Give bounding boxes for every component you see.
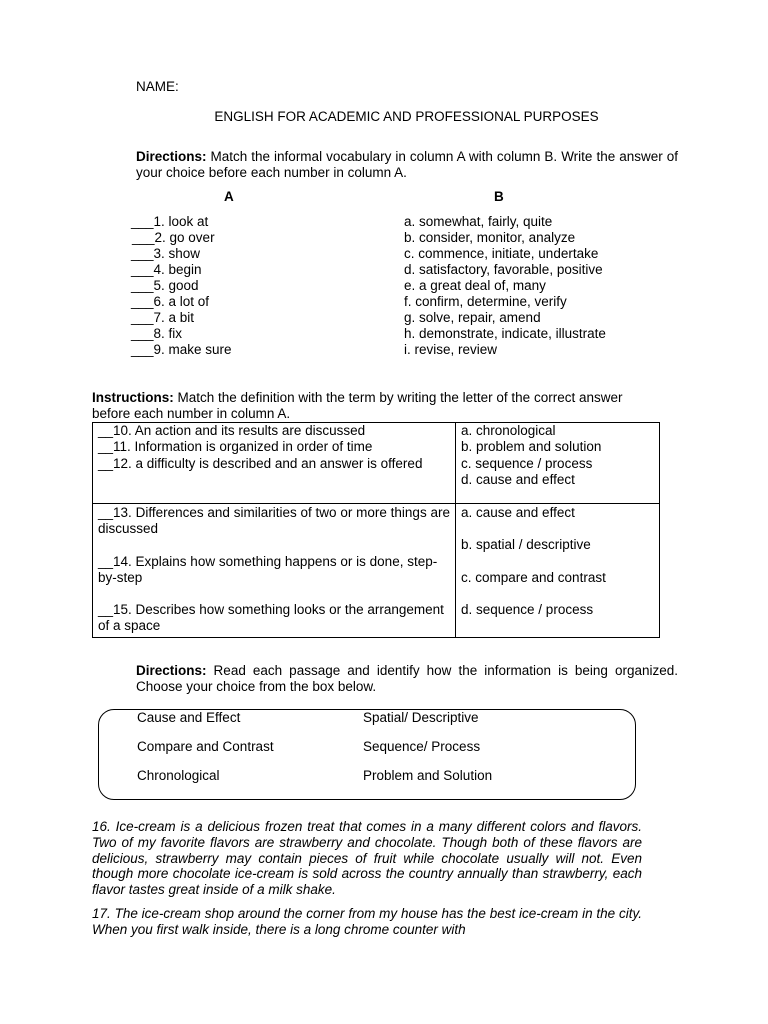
choices-box	[98, 709, 636, 800]
definition-item: __10. An action and its results are discussed	[98, 423, 366, 438]
column-b-header: B	[494, 189, 504, 204]
name-label: NAME:	[136, 79, 179, 94]
column-a-item: ___5. good	[131, 278, 199, 293]
table-row	[93, 504, 660, 638]
directions-3-label: Directions:	[136, 663, 207, 678]
column-b-item: e. a great deal of, many	[404, 278, 546, 293]
instructions-2-label: Instructions:	[92, 390, 174, 405]
column-a-item: ___3. show	[131, 246, 201, 261]
column-b-item: h. demonstrate, indicate, illustrate	[404, 326, 606, 341]
definition-item: __13. Differences and similarities of two or more things are discussed	[98, 505, 450, 537]
column-b-item: i. revise, review	[404, 342, 498, 357]
column-a-item: ___7. a bit	[131, 310, 195, 325]
choice-item: Cause and Effect	[137, 710, 241, 725]
term-item: b. problem and solution	[461, 439, 602, 455]
directions-1-text: Match the informal vocabulary in column A with column B. Write the answer of your choice before each number in column A.	[136, 149, 678, 180]
definition-item: __15. Describes how something looks or the arrangement of a space	[98, 602, 444, 634]
column-a-item: ___4. begin	[131, 262, 202, 277]
choice-item: Problem and Solution	[363, 768, 493, 783]
term-item: d. cause and effect	[461, 471, 575, 487]
matching-table	[92, 422, 660, 638]
definition-item: __11. Information is organized in order of time	[98, 439, 373, 455]
choice-item: Compare and Contrast	[137, 739, 274, 754]
choice-item: Spatial/ Descriptive	[363, 710, 479, 725]
column-b-item: c. commence, initiate, undertake	[404, 246, 599, 261]
column-a-item: ___2. go over	[132, 230, 215, 245]
directions-1-label: Directions:	[136, 149, 207, 164]
terms-cell-1	[456, 423, 660, 504]
column-b-item: b. consider, monitor, analyze	[404, 230, 576, 245]
instructions-2-text: Match the definition with the term by writing the letter of the correct answer before each number in column A.	[92, 390, 623, 421]
column-a-item: ___9. make sure	[131, 342, 232, 357]
column-b-item: g. solve, repair, amend	[404, 310, 541, 325]
column-b-list	[404, 214, 606, 358]
column-b-item: d. satisfactory, favorable, positive	[404, 262, 603, 277]
term-item: a. chronological	[461, 423, 556, 438]
passage-17: 17. The ice-cream shop around the corner from my house has the best ice-cream in the city. When you first walk inside, there is a long chrome counter with	[92, 906, 642, 937]
terms-cell-2	[456, 504, 660, 638]
definition-item: __14. Explains how something happens or is done, step-by-step	[98, 553, 438, 585]
term-item: b. spatial / descriptive	[461, 537, 591, 553]
column-a-item: ___6. a lot of	[131, 294, 210, 309]
directions-3	[136, 663, 678, 695]
term-item: c. sequence / process	[461, 455, 593, 471]
choice-item: Sequence/ Process	[363, 739, 481, 754]
definitions-cell-1	[93, 423, 456, 504]
instructions-2	[92, 390, 652, 422]
term-item: a. cause and effect	[461, 505, 575, 520]
definitions-cell-2	[93, 504, 456, 638]
column-b-item: f. confirm, determine, verify	[404, 294, 567, 309]
column-a-item: ___8. fix	[131, 326, 183, 341]
directions-1	[136, 149, 678, 181]
directions-3-text: Read each passage and identify how the information is being organized. Choose your choice from the box below.	[136, 663, 678, 694]
column-b-item: a. somewhat, fairly, quite	[404, 214, 553, 229]
column-a-header: A	[224, 189, 234, 204]
choice-item: Chronological	[137, 768, 220, 783]
term-item: d. sequence / process	[461, 601, 594, 617]
passage-16: 16. Ice-cream is a delicious frozen treat that comes in a many different colors and flavors. Two of my favorite flavors are strawberry and chocolate. Though both of these flavors are delicious, strawberry may contain pieces of fruit while chocolate usually will not. Even though more chocolate ice-cream is sold across the country annually than strawberry, each flavor tastes great inside of a milk shake.	[92, 819, 642, 898]
column-a-list	[131, 214, 232, 358]
column-a-item: ___1. look at	[131, 214, 209, 229]
page-title: ENGLISH FOR ACADEMIC AND PROFESSIONAL PURPOSES	[214, 109, 599, 124]
table-row	[93, 423, 660, 504]
definition-item: __12. a difficulty is described and an answer is offered	[98, 455, 423, 471]
term-item: c. compare and contrast	[461, 569, 606, 585]
